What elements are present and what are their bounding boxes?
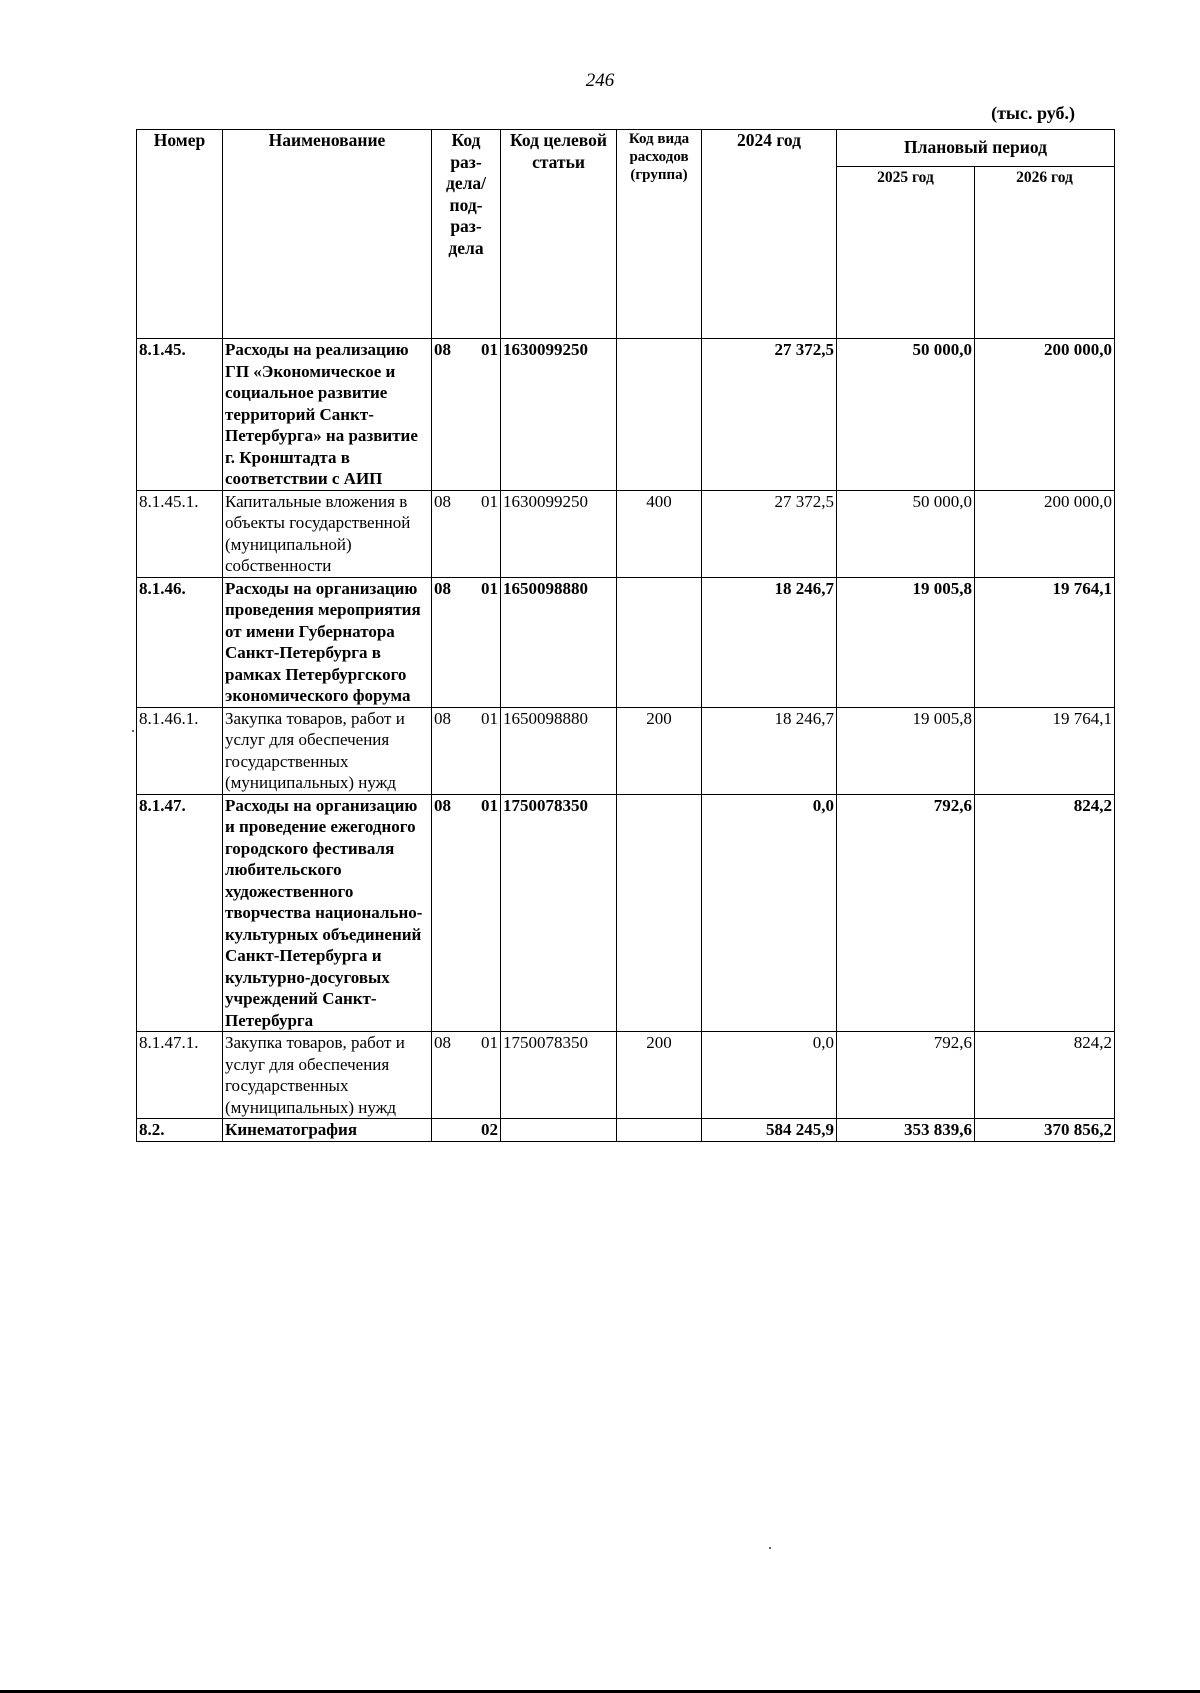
header-target-code: Код целевой статьи	[501, 130, 617, 339]
row-name: Расходы на организацию и проведение ежегодного городского фестиваля любительского художественного творчества национально-культурных объединений Санкт-Петербурга и культурно-досуговых учреждений Санкт-Петербурга	[223, 794, 432, 1032]
row-name: Капитальные вложения в объекты государственной (муниципальной) собственности	[223, 490, 432, 577]
header-year-2025: 2025 год	[837, 167, 975, 339]
row-value-2024: 18 246,7	[702, 577, 837, 707]
table-row	[137, 1119, 1115, 1142]
row-expense-type	[617, 1119, 702, 1142]
header-row	[137, 130, 1115, 167]
row-target-code: 1750078350	[501, 1032, 617, 1119]
row-value-2024: 18 246,7	[702, 707, 837, 794]
row-value-2025: 19 005,8	[837, 707, 975, 794]
header-number: Номер	[137, 130, 223, 339]
row-target-code: 1630099250	[501, 339, 617, 491]
header-year-2026: 2026 год	[975, 167, 1115, 339]
row-value-2026: 370 856,2	[975, 1119, 1115, 1142]
header-section-code: Код раз- дела/ под- раз- дела	[432, 130, 501, 339]
row-name: Закупка товаров, работ и услуг для обеспечения государственных (муниципальных) нужд	[223, 707, 432, 794]
header-name: Наименование	[223, 130, 432, 339]
row-number: 8.2.	[137, 1119, 223, 1142]
section-code: 08	[434, 795, 451, 815]
subsection-code: 01	[481, 340, 498, 359]
subsection-code: 02	[481, 1120, 498, 1139]
row-value-2026: 824,2	[975, 1032, 1115, 1119]
header-plan-period: Плановый период	[837, 130, 1115, 167]
row-section-code	[432, 707, 501, 794]
row-target-code: 1650098880	[501, 707, 617, 794]
header-expense-type: Код вида расходов (группа)	[617, 130, 702, 339]
section-code: 08	[434, 491, 451, 511]
row-value-2026: 19 764,1	[975, 577, 1115, 707]
table-row	[137, 490, 1115, 577]
row-expense-type: 400	[617, 490, 702, 577]
row-section-code	[432, 577, 501, 707]
row-value-2026: 200 000,0	[975, 490, 1115, 577]
scan-speck	[769, 1547, 771, 1549]
row-value-2025: 50 000,0	[837, 490, 975, 577]
row-value-2025: 792,6	[837, 1032, 975, 1119]
header-year-2024: 2024 год	[702, 130, 837, 339]
row-target-code: 1750078350	[501, 794, 617, 1032]
section-code: 08	[434, 708, 451, 728]
row-expense-type	[617, 339, 702, 491]
units-label: (тыс. руб.)	[991, 103, 1075, 123]
row-expense-type	[617, 577, 702, 707]
row-target-code: 1630099250	[501, 490, 617, 577]
row-section-code	[432, 339, 501, 491]
subsection-code: 01	[481, 578, 498, 598]
row-number: 8.1.46.	[137, 577, 223, 707]
scan-speck	[132, 730, 134, 732]
row-value-2024: 27 372,5	[702, 339, 837, 491]
row-section-code	[432, 794, 501, 1032]
row-value-2026: 200 000,0	[975, 339, 1115, 491]
row-number: 8.1.45.1.	[137, 490, 223, 577]
row-target-code: 1650098880	[501, 577, 617, 707]
row-name: Кинематография	[223, 1119, 432, 1142]
row-expense-type	[617, 794, 702, 1032]
page-number: 246	[585, 70, 615, 91]
row-value-2024: 0,0	[702, 1032, 837, 1119]
row-value-2026: 19 764,1	[975, 707, 1115, 794]
row-value-2025: 50 000,0	[837, 339, 975, 491]
row-value-2026: 824,2	[975, 794, 1115, 1032]
subsection-code: 01	[481, 491, 498, 511]
section-code: 08	[434, 1033, 451, 1052]
section-code: 08	[434, 340, 451, 359]
row-value-2024: 584 245,9	[702, 1119, 837, 1142]
subsection-code: 01	[481, 708, 498, 728]
table-row	[137, 577, 1115, 707]
table-row	[137, 339, 1115, 491]
row-target-code	[501, 1119, 617, 1142]
row-number: 8.1.47.	[137, 794, 223, 1032]
row-section-code	[432, 1032, 501, 1119]
budget-table	[136, 129, 1115, 1142]
row-value-2024: 27 372,5	[702, 490, 837, 577]
table-row	[137, 707, 1115, 794]
section-code: 08	[434, 578, 451, 598]
row-value-2024: 0,0	[702, 794, 837, 1032]
row-section-code	[432, 490, 501, 577]
row-number: 8.1.45.	[137, 339, 223, 491]
row-value-2025: 19 005,8	[837, 577, 975, 707]
table-row	[137, 794, 1115, 1032]
table-row	[137, 1032, 1115, 1119]
subsection-code: 01	[481, 1033, 498, 1052]
row-expense-type: 200	[617, 707, 702, 794]
row-section-code	[432, 1119, 501, 1142]
row-value-2025: 353 839,6	[837, 1119, 975, 1142]
row-name: Закупка товаров, работ и услуг для обеспечения государственных (муниципальных) нужд	[223, 1032, 432, 1119]
row-name: Расходы на реализацию ГП «Экономическое и социальное развитие территорий Санкт-Петербурга» на развитие г. Кронштадта в соответствии с АИП	[223, 339, 432, 491]
row-value-2025: 792,6	[837, 794, 975, 1032]
row-expense-type: 200	[617, 1032, 702, 1119]
row-number: 8.1.46.1.	[137, 707, 223, 794]
row-number: 8.1.47.1.	[137, 1032, 223, 1119]
subsection-code: 01	[481, 795, 498, 815]
row-name: Расходы на организацию проведения мероприятия от имени Губернатора Санкт-Петербурга в рамках Петербургского экономического форума	[223, 577, 432, 707]
